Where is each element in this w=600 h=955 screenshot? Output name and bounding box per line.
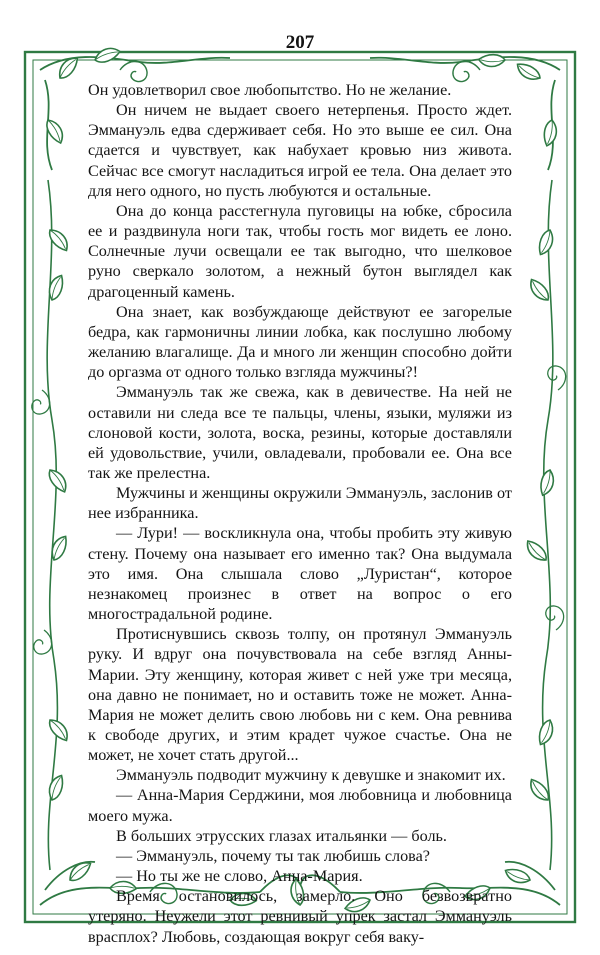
page-number: 207 [285, 32, 315, 53]
paragraph: — Эммануэль, почему ты так любишь слова? [116, 846, 430, 865]
paragraph: Она знает, как возбуждающе действуют ее загорелые бедра, как гармоничны линии лобка, как послушно любому желанию влагалище. Да и много ли женщин способно дойти до оргазма от одного только взгляда мужчины?! [88, 302, 512, 382]
paragraph: Время остановилось, замерло. Оно безвозвратно утеряно. Неужели этот ревнивый упрек застал Эммануэль врасплох? Любовь, создающая вокруг себя ваку- [88, 887, 512, 946]
paragraph: — Но ты же не слово, Анна-Мария. [116, 867, 363, 886]
paragraph: Эммануэль подводит мужчину к девушке и знакомит их. [116, 766, 506, 785]
paragraph: Он удовлетворил свое любопытство. Но не желание. [88, 81, 452, 99]
paragraph: — Лури! — воскликнула она, чтобы пробить эту живую стену. Почему она называет его именно так? Она выдумала это имя. Она слышала слово „Луристан“, которое незнакомец произнес в ответ на вопрос о его многострадальной родине. [88, 524, 512, 624]
paragraph: Мужчины и женщины окружили Эммануэль, заслонив от нее избранника. [88, 484, 512, 523]
paragraph: Эммануэль так же свежа, как в девичестве. На ней не оставили ни следа все те пальцы, члены, языки, муляжи из слоновой кости, золота, воска, резины, которые доставляли ей удовольствие, учили, овладевали, пробовали ее. Она все так же прелестна. [88, 383, 512, 482]
paragraph: Она до конца расстегнула пуговицы на юбке, сбросила ее и раздвинула ноги так, чтобы гость мог видеть ее лоно. Солнечные лучи освещали ее так выгодно, что шелковое руно сверкало золотом, а нежный бутон выглядел как драгоценный камень. [88, 201, 512, 301]
paragraph: Он ничем не выдает своего нетерпенья. Просто ждет. Эммануэль едва сдерживает себя. Но это выше ее сил. Она сдается и чувствует, как набухает кровью низ живота. Сейчас все смогут насладиться игрой ее тела. Она делает это для него одного, но пусть любуются и остальные. [88, 101, 512, 200]
paragraph: Протиснувшись сквозь толпу, он протянул Эммануэль руку. И вдруг она почувствовала на себе взгляд Анны-Марии. Эту женщину, которая живет с ней уже три месяца, она давно не понимает, но и оставить тоже не может. Анна-Мария не может делить свою любовь ни с кем. Она ревнива к свободе других, и этим крадет чужое счастье. Она не может, не хочет стать другой... [88, 625, 512, 765]
paragraph: В больших этрусских глазах итальянки — боль. [116, 826, 447, 845]
body-text [88, 80, 512, 946]
paragraph: — Анна-Мария Серджини, моя любовница и любовница моего мужа. [88, 786, 512, 825]
